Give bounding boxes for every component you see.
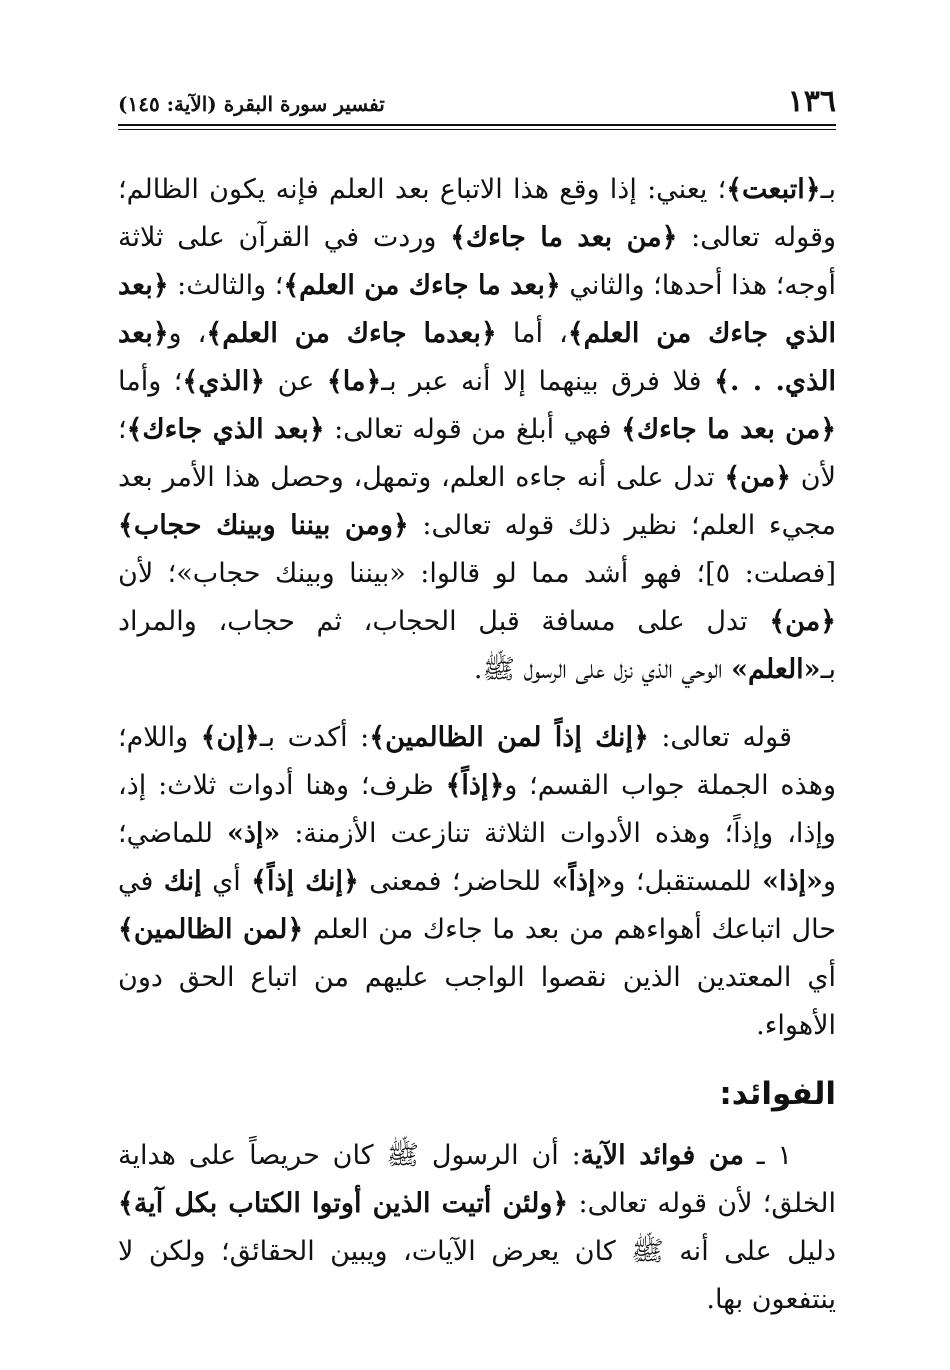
text-span: للحاضر؛ فمعنى (358, 866, 552, 897)
quran-quote: ﴿إن﴾ (200, 722, 260, 753)
quran-quote: ﴿بعدما جاءك من العلم﴾ (206, 318, 497, 349)
quran-quote: ﴿ما﴾ (326, 366, 382, 397)
page-body (118, 166, 836, 1324)
emphasis-term: إنك (163, 866, 202, 897)
text-span: بـ (820, 174, 836, 205)
text-span: للماضي؛ و (118, 818, 836, 897)
paragraph-2 (118, 714, 836, 1050)
page-number: ١٣٦ (787, 84, 836, 119)
paragraph-3 (118, 1132, 836, 1324)
text-span: دليل على أنه ﷺ كان يعرض الآيات، ويبين الحقائق؛ ولكن لا ينتفعون بها. (118, 1236, 836, 1315)
text-span: قوله تعالى: (648, 722, 792, 753)
text-span: الوحي الذي نزل على الرسول ﷺ. (473, 654, 732, 685)
quran-quote: ﴿من﴾ (724, 462, 791, 493)
text-span: ؛ يعني: إذا وقع هذا الاتباع بعد العلم فإنه يكون الظالم؛ وقوله تعالى: (118, 174, 837, 253)
text-span: ؛ والثالث: (168, 270, 284, 301)
text-span: تدل على مسافة قبل الحجاب، ثم حجاب، والمراد بـ (118, 606, 836, 685)
text-span: [فصلت: ٥]؛ فهو أشد مما لو قالوا: «بيننا وبينك حجاب»؛ لأن (118, 558, 837, 589)
text-span: واللام؛ وهذه الجملة جواب القسم؛ و (118, 722, 836, 801)
text-span: : أكدت بـ (259, 722, 370, 753)
quran-quote: ﴿من﴾ (769, 606, 836, 637)
quran-quote: ﴿ومن بيننا وبينك حجاب﴾ (118, 510, 409, 541)
text-span: فلا فرق بينهما إلا أنه عبر بـ (381, 366, 715, 397)
quoted-term: «إذا» (762, 866, 823, 897)
quran-quote: ﴿بعد الذي جاءك من العلم﴾ (118, 270, 836, 349)
text-span: وردت في القرآن على ثلاثة أوجه؛ هذا أحدها؛ والثاني (118, 222, 836, 301)
text-span: ؛ لأن (118, 414, 836, 493)
quran-quote: ﴿اتبعت﴾ (726, 174, 821, 205)
quran-quote: ﴿إنك إذاً﴾ (251, 866, 359, 897)
text-span: ظرف؛ وهنا أدوات ثلاث: إذ، وإذا، وإذاً؛ وهذه الأدوات الثلاثة تنازعت الأزمنة: (118, 770, 836, 849)
text-span: ١ ـ (743, 1140, 793, 1171)
text-span: ؛ وأما (118, 366, 183, 397)
text-span: أي (201, 866, 252, 897)
text-span: : أن الرسول ﷺ كان حريصاً على هداية الخلق؛ لأن قوله تعالى: (118, 1140, 836, 1219)
quoted-term: «إذ» (227, 818, 281, 849)
text-span: عن (265, 366, 327, 397)
running-title: تفسير سورة البقرة (الآية: ١٤٥) (118, 92, 385, 116)
text-span: فهي أبلغ من قوله تعالى: (324, 414, 622, 445)
text-span: للمستقبل؛ و (612, 866, 763, 897)
quran-quote: ﴿ولئن أتيت الذين أوتوا الكتاب بكل آية﴾ (118, 1188, 569, 1219)
text-span: أي المعتدين الذين نقصوا الواجب عليهم من اتباع الحق دون الأهواء. (118, 962, 836, 1041)
quran-quote: ﴿من بعد ما جاءك﴾ (450, 222, 678, 253)
quran-quote: ﴿لمن الظالمين﴾ (118, 914, 304, 945)
quran-quote: ﴿بعد الذي. . .﴾ (118, 318, 836, 397)
quoted-term: «إذاً» (551, 866, 613, 897)
quran-quote: ﴿بعد الذي جاءك﴾ (126, 414, 325, 445)
quoted-term: «العلم» (731, 654, 821, 685)
text-span: تدل على أنه جاءه العلم، وتمهل، وحصل هذا الأمر بعد مجيء العلم؛ نظير ذلك قوله تعالى: (118, 462, 836, 541)
text-span: ، و (168, 318, 207, 349)
quran-quote: ﴿الذي﴾ (182, 366, 266, 397)
text-span: في حال اتباعك أهواءهم من بعد ما جاءك من العلم (118, 866, 836, 945)
book-page (118, 86, 836, 1344)
benefit-label: من فوائد الآية (580, 1140, 744, 1171)
section-heading: الفوائد: (719, 1076, 836, 1112)
page-header (118, 86, 836, 126)
text-span: ، أما (496, 318, 568, 349)
quran-quote: ﴿من بعد ما جاءك﴾ (621, 414, 837, 445)
quran-quote: ﴿إذاً﴾ (445, 770, 505, 801)
quran-quote: ﴿بعد ما جاءك من العلم﴾ (283, 270, 561, 301)
paragraph-1 (118, 166, 836, 694)
quran-quote: ﴿إنك إذاً لمن الظالمين﴾ (369, 722, 649, 753)
